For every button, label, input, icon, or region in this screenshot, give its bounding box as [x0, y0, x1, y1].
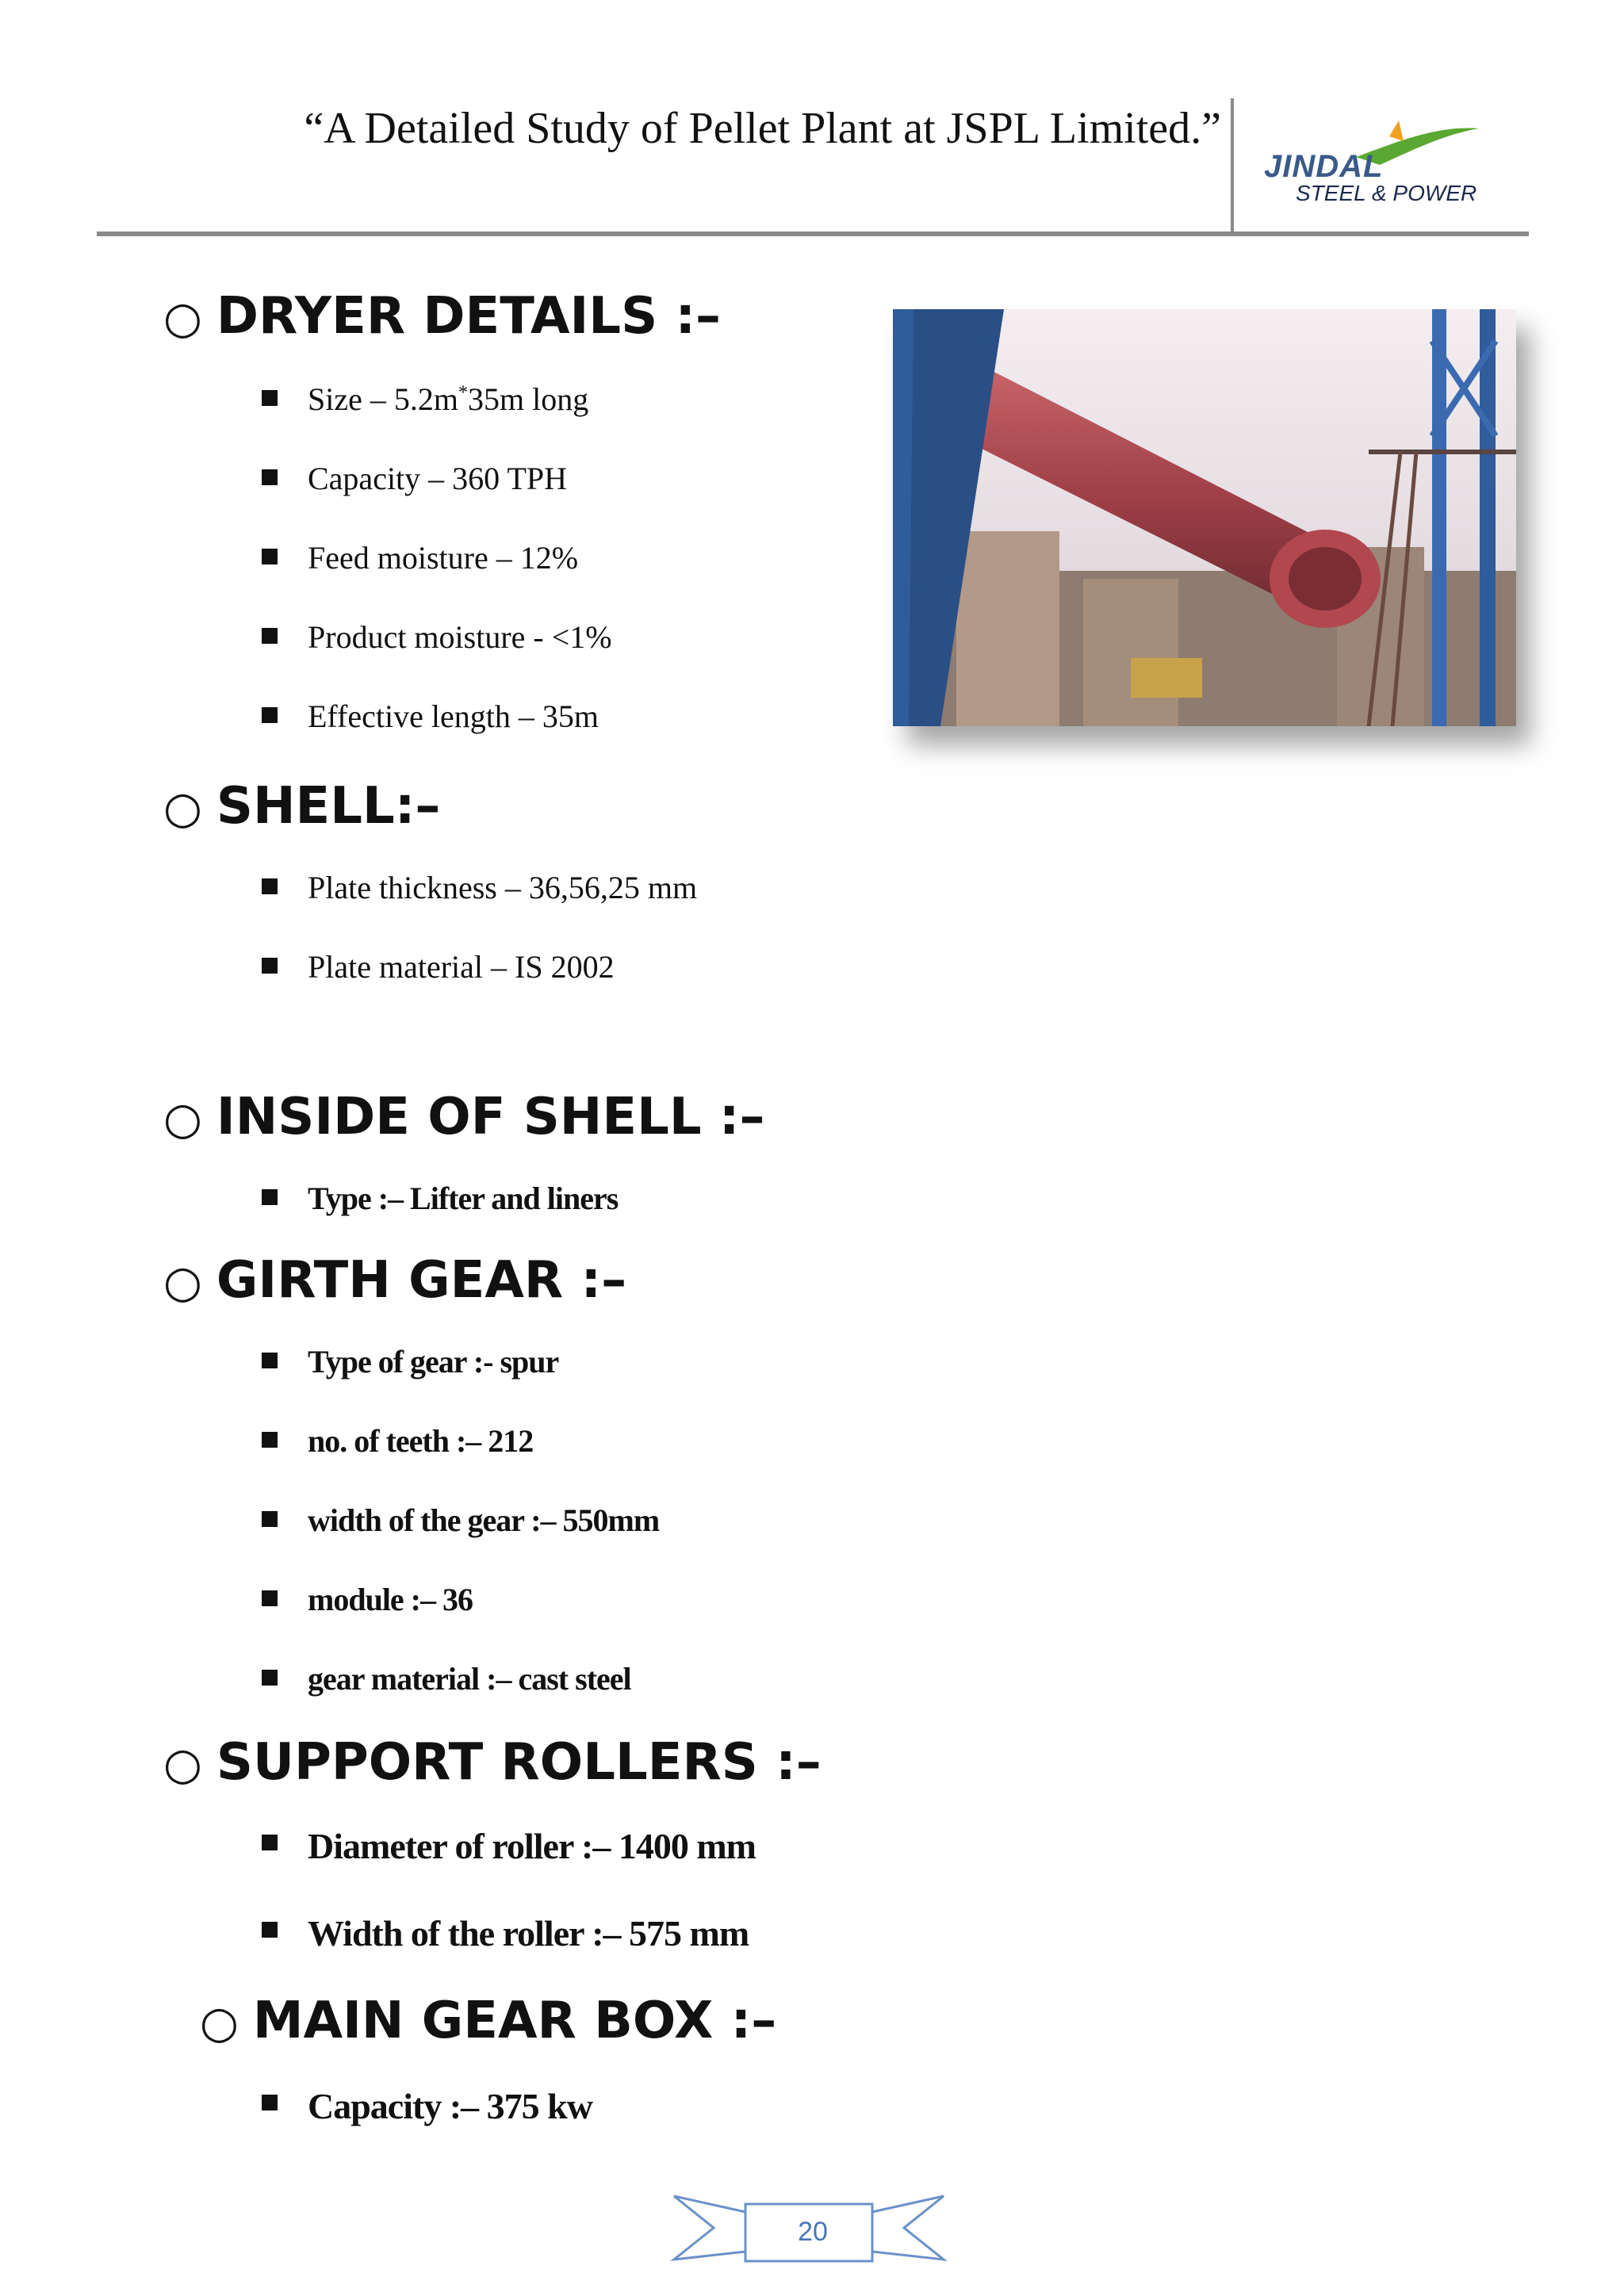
list-item: gear material :– cast steel [262, 1660, 631, 1697]
section-heading-main-gear-box: ○ MAIN GEAR BOX :– [200, 1992, 777, 2050]
circle-bullet-icon: ○ [163, 783, 202, 834]
list-item: Width of the roller :– 575 mm [262, 1912, 749, 1954]
square-bullet-icon [262, 1511, 278, 1527]
section-heading-dryer: ○ DRYER DETAILS :– [163, 287, 722, 346]
square-bullet-icon [262, 1353, 278, 1368]
square-bullet-icon [262, 1590, 278, 1606]
list-item: Size – 5.2m*35m long [262, 381, 588, 418]
jindal-logo [1261, 119, 1483, 206]
list-item: module :– 36 [262, 1581, 473, 1618]
section-heading-inside-shell: ○ INSIDE OF SHELL :– [163, 1088, 765, 1146]
document-title: “A Detailed Study of Pellet Plant at JSPL Limited.” [304, 104, 1221, 153]
header-divider-horizontal [97, 232, 1529, 236]
list-item: Type :– Lifter and liners [262, 1180, 618, 1217]
square-bullet-icon [262, 1432, 278, 1448]
list-item: Capacity :– 375 kw [262, 2085, 592, 2127]
square-bullet-icon [262, 958, 278, 974]
list-item: Plate material – IS 2002 [262, 948, 615, 985]
page-number: 20 [798, 2217, 828, 2247]
square-bullet-icon [262, 707, 278, 723]
header-divider-vertical [1231, 98, 1234, 232]
list-item: width of the gear :– 550mm [262, 1502, 659, 1539]
list-item: Feed moisture – 12% [262, 539, 578, 576]
circle-bullet-icon: ○ [163, 1739, 202, 1790]
section-heading-shell: ○ SHELL:– [163, 777, 441, 836]
list-item: Diameter of roller :– 1400 mm [262, 1825, 756, 1867]
circle-bullet-icon: ○ [200, 1997, 239, 2049]
dryer-photo [893, 309, 1516, 726]
square-bullet-icon [262, 1835, 278, 1850]
logo-brand-text: JINDAL [1264, 149, 1384, 184]
section-heading-girth-gear: ○ GIRTH GEAR :– [163, 1251, 627, 1310]
logo-subtitle: STEEL & POWER [1296, 181, 1477, 205]
square-bullet-icon [262, 1670, 278, 1686]
circle-bullet-icon: ○ [163, 293, 202, 344]
circle-bullet-icon: ○ [163, 1257, 202, 1308]
square-bullet-icon [262, 390, 278, 406]
list-item: Type of gear :- spur [262, 1343, 558, 1380]
square-bullet-icon [262, 1922, 278, 1938]
list-item: Plate thickness – 36,56,25 mm [262, 869, 697, 906]
square-bullet-icon [262, 469, 278, 485]
section-heading-support-rollers: ○ SUPPORT ROLLERS :– [163, 1733, 822, 1792]
list-item: Capacity – 360 TPH [262, 460, 567, 497]
circle-bullet-icon: ○ [163, 1093, 202, 1145]
square-bullet-icon [262, 878, 278, 894]
list-item: Product moisture - <1% [262, 618, 612, 656]
list-item: Effective length – 35m [262, 698, 599, 735]
square-bullet-icon [262, 2095, 278, 2110]
list-item: no. of teeth :– 212 [262, 1422, 533, 1460]
square-bullet-icon [262, 1189, 278, 1205]
square-bullet-icon [262, 549, 278, 564]
square-bullet-icon [262, 628, 278, 644]
